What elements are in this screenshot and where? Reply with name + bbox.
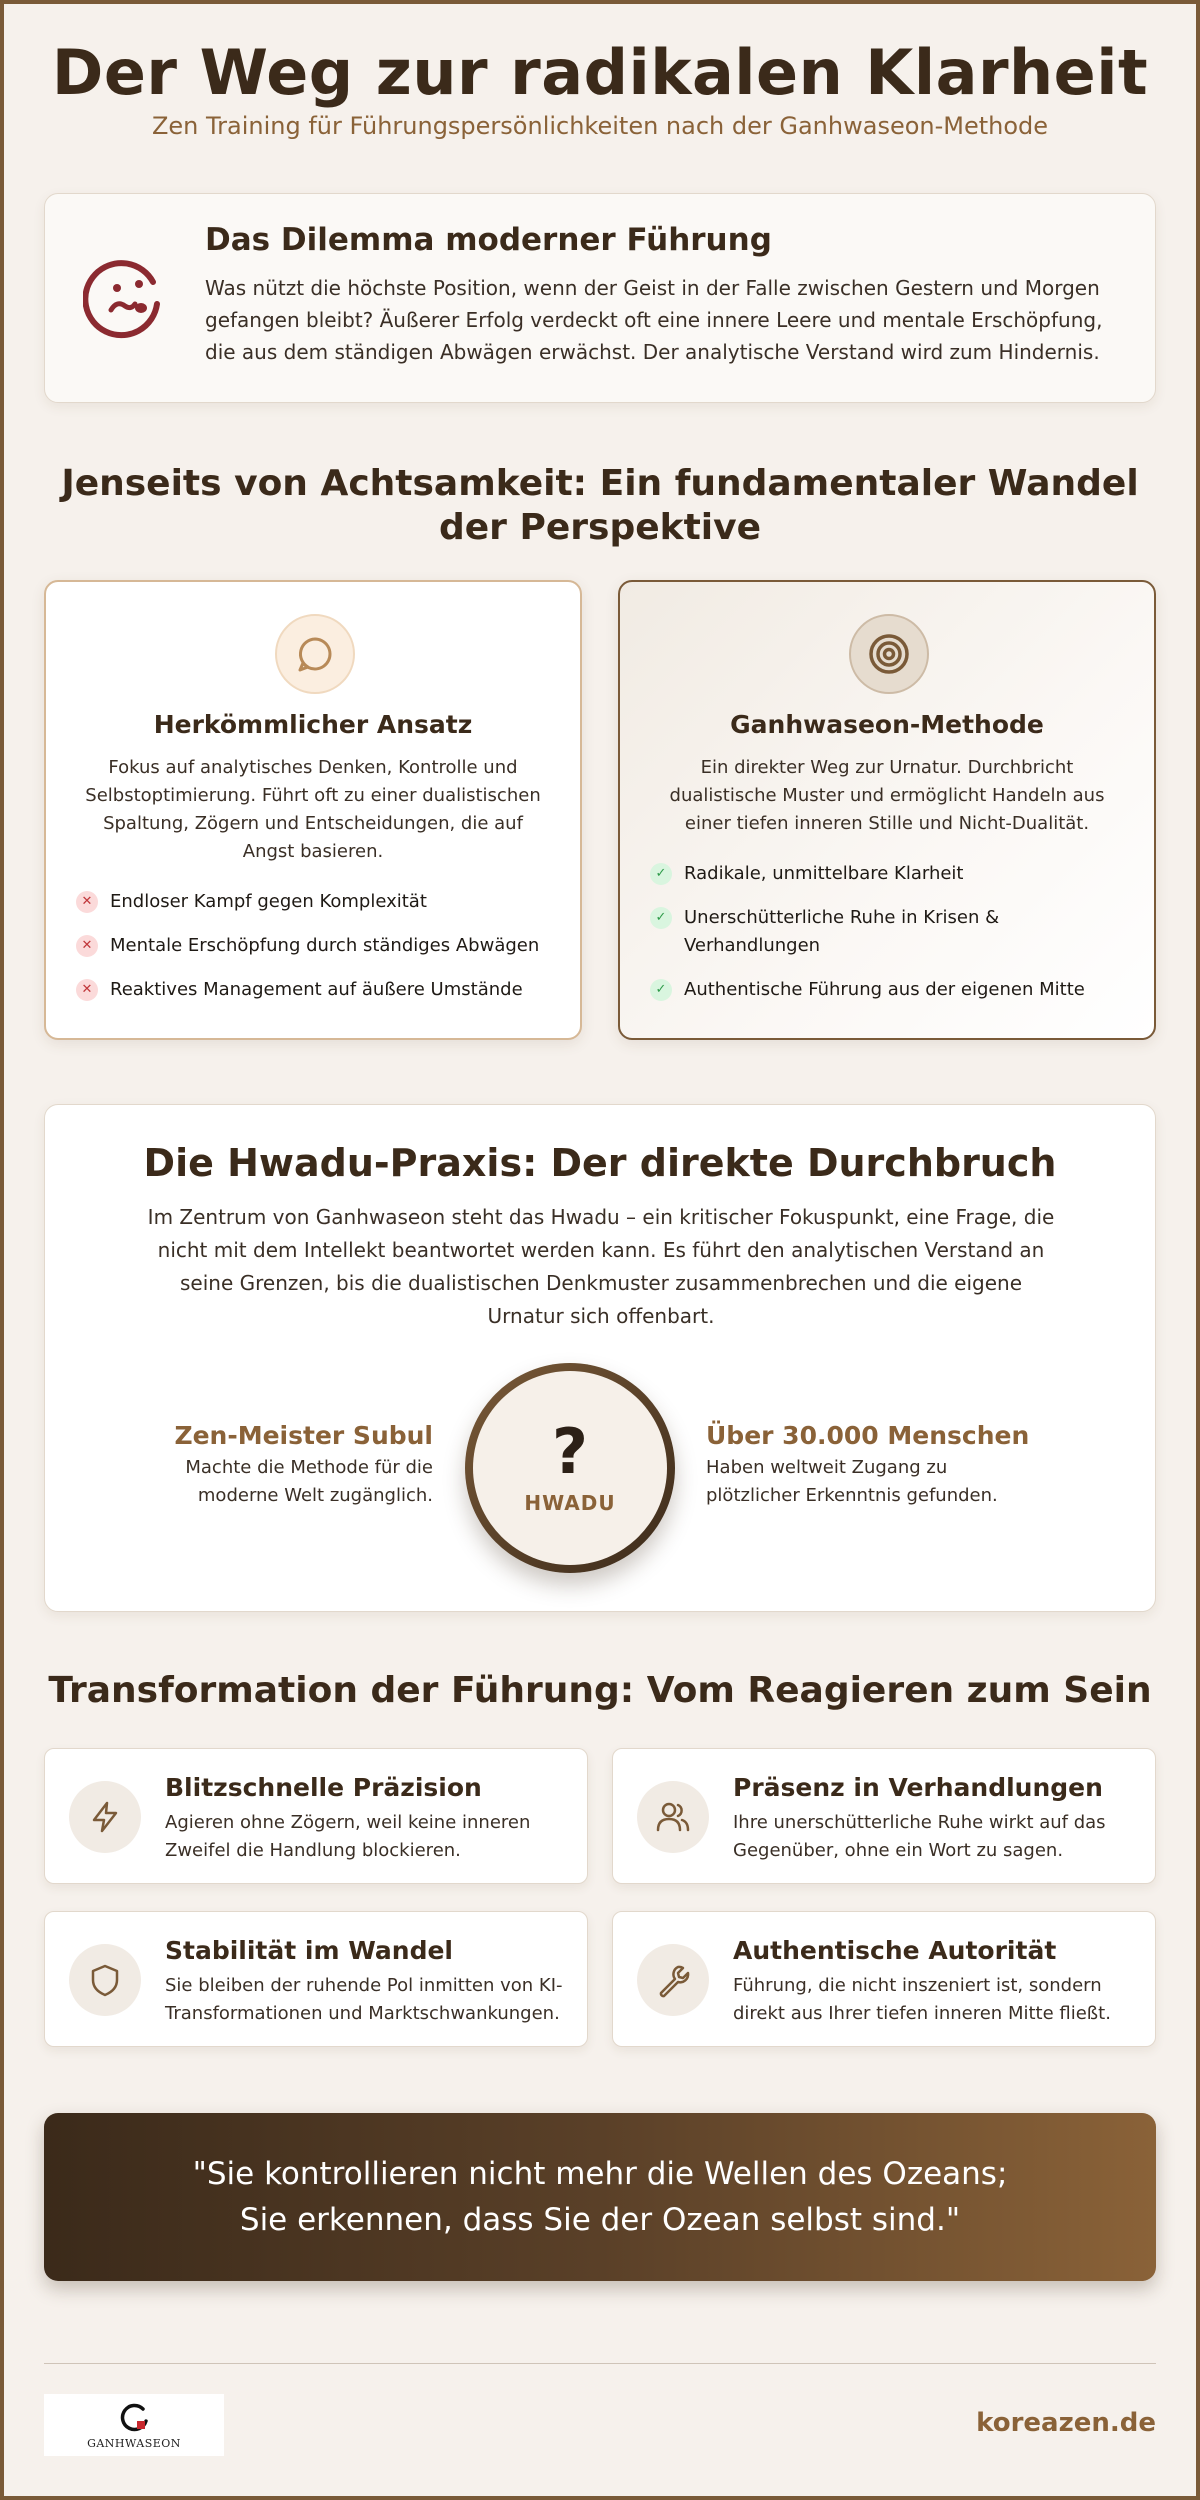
ganhwaseon-method-card [618,580,1156,1040]
feature-title: Stabilität im Wandel [165,1936,454,1965]
hwadu-circle [465,1363,675,1573]
target-icon [849,614,929,694]
people-count-heading: Über 30.000 Menschen [706,1421,1030,1450]
logo-text: GANHWASEON [87,2436,181,2450]
feature-card-stability [44,1911,588,2047]
zen-master-heading: Zen-Meister Subul [174,1421,433,1450]
wrench-icon [637,1944,709,2016]
people-count-text: Haben weltweit Zugang zu plötzlicher Erkenntnis gefunden. [706,1457,998,1506]
feature-text: Agieren ohne Zögern, weil keine inneren Zweifel die Handlung blockieren. [165,1812,531,1861]
dilemma-card [44,193,1156,403]
quote-line: Sie erkennen, dass Sie der Ozean selbst sind." [239,2202,961,2238]
hwadu-label: HWADU [524,1491,616,1515]
traditional-approach-card [44,580,582,1040]
ganhwaseon-logo[interactable] [44,2394,224,2456]
hwadu-title: Die Hwadu-Praxis: Der direkte Durchbruch [143,1141,1057,1185]
cross-icon: ✕ [76,935,98,957]
quote-banner [44,2113,1156,2281]
people-count-info [706,1421,1036,1510]
list-item: ✓ Radikale, unmittelbare Klarheit [650,860,1130,888]
list-item: ✕ Mentale Erschöpfung durch ständiges Abwägen [76,932,556,960]
feature-card-precision [44,1748,588,1884]
ganhwaseon-list [650,860,1130,1020]
question-mark-icon: ? [552,1415,588,1488]
footer-divider [44,2363,1156,2364]
transformation-title: Transformation der Führung: Vom Reagieren zum Sein [48,1670,1152,1711]
hwadu-card [44,1104,1156,1612]
traditional-title: Herkömmlicher Ansatz [153,710,473,739]
check-icon: ✓ [650,863,672,885]
lightning-icon [69,1781,141,1853]
check-icon: ✓ [650,979,672,1001]
feature-title: Präsenz in Verhandlungen [733,1773,1103,1802]
dilemma-text: Was nützt die höchste Position, wenn der Geist in der Falle zwischen Gestern und Morgen gefangen bleibt? Äußerer Erfolg verdeckt oft eine innere Leere und mentale Erschöpfung, die aus dem ständigen Abwägen erwächst. Der analytische Verstand wird zum Hindernis. [205,276,1103,364]
website-link[interactable]: koreazen.de [976,2408,1156,2438]
hwadu-text: Im Zentrum von Ganhwaseon steht das Hwadu – ein kritischer Fokuspunkt, eine Frage, die nicht mit dem Intellekt beantwortet werden kann. Es führt den analytischen Verstand an seine Grenzen, bis die dualistischen Denkmuster zusammenbrechen und die eigene Urnatur sich offenbart. [147,1205,1055,1328]
zen-master-text: Machte die Methode für die moderne Welt zugänglich. [185,1457,433,1506]
feature-card-presence [612,1748,1156,1884]
check-icon: ✓ [650,907,672,929]
ganhwaseon-title: Ganhwaseon-Methode [730,710,1044,739]
ganhwaseon-description: Ein direkter Weg zur Urnatur. Durchbricht dualistische Muster und ermöglicht Handeln aus einer tiefen inneren Stille und Nicht-Dualität. [669,757,1105,834]
troubled-face-icon [83,254,169,340]
feature-card-authority [612,1911,1156,2047]
feature-title: Authentische Autorität [733,1936,1057,1965]
traditional-description: Fokus auf analytisches Denken, Kontrolle und Selbstoptimierung. Führt oft zu einer dualistischen Spaltung, Zögern und Entscheidungen, die auf Angst basieren. [85,757,541,862]
speech-bubble-icon [275,614,355,694]
feature-text: Sie bleiben der ruhende Pol inmitten von KI-Transformationen und Marktschwankungen. [165,1975,563,2024]
perspective-title: Jenseits von Achtsamkeit: Ein fundamentaler Wandel der Perspektive [61,463,1139,548]
list-item: ✓ Unerschütterliche Ruhe in Krisen & Verhandlungen [650,904,1130,960]
zen-master-info [133,1421,433,1510]
users-icon [637,1781,709,1853]
dilemma-title: Das Dilemma moderner Führung [205,222,772,258]
feature-title: Blitzschnelle Präzision [165,1773,482,1802]
quote-line: "Sie kontrollieren nicht mehr die Wellen des Ozeans; [192,2156,1008,2192]
page-subtitle: Zen Training für Führungspersönlichkeiten nach der Ganhwaseon-Methode [151,112,1049,140]
traditional-list [76,888,556,1020]
shield-icon [69,1944,141,2016]
list-item: ✕ Reaktives Management auf äußere Umstände [76,976,556,1004]
feature-text: Führung, die nicht inszeniert ist, sondern direkt aus Ihrer tiefen inneren Mitte fließt. [733,1975,1111,2024]
list-item: ✕ Endloser Kampf gegen Komplexität [76,888,556,916]
feature-text: Ihre unerschütterliche Ruhe wirkt auf das Gegenüber, ohne ein Wort zu sagen. [733,1812,1106,1861]
cross-icon: ✕ [76,891,98,913]
enso-circle-logo [117,2401,151,2435]
list-item: ✓ Authentische Führung aus der eigenen Mitte [650,976,1130,1004]
page-title: Der Weg zur radikalen Klarheit [51,36,1149,109]
cross-icon: ✕ [76,979,98,1001]
